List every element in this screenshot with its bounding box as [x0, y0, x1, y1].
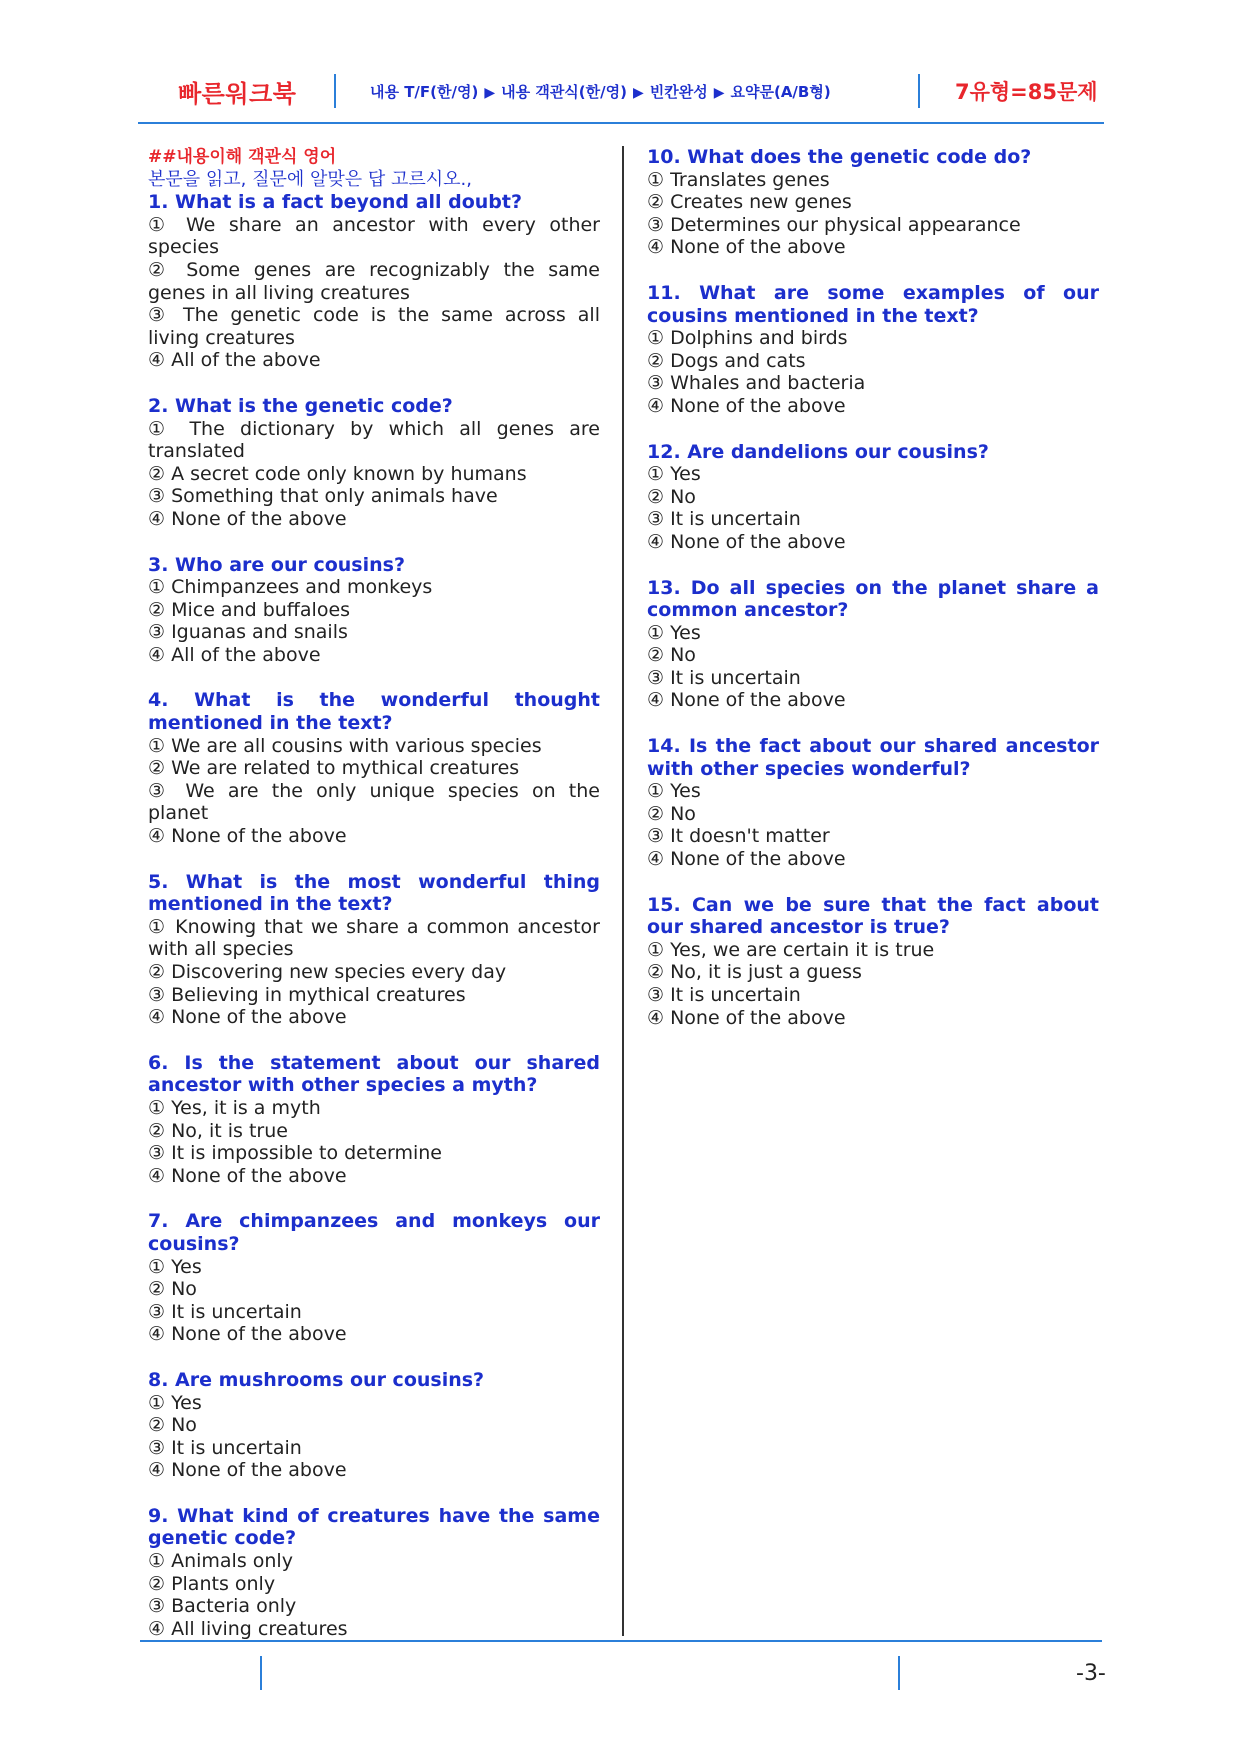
- answer-option: ③ Iguanas and snails: [148, 621, 348, 644]
- header-divider: [334, 74, 336, 108]
- answer-option: ② Some genes are recognizably the same genes in all living creatures: [148, 258, 600, 304]
- left-column: [148, 146, 600, 1640]
- answer-option: ③ Whales and bacteria: [647, 372, 866, 395]
- answer-option: ② Creates new genes: [647, 191, 852, 214]
- answer-option: ④ All living creatures: [148, 1617, 348, 1640]
- question-item: [647, 894, 1099, 1030]
- answer-option: ② No: [647, 802, 696, 825]
- footer-divider: [898, 1656, 900, 1690]
- answer-option: ④ All of the above: [148, 349, 321, 372]
- problem-count: 7유형=85문제: [955, 80, 1098, 104]
- answer-option: ② Plants only: [148, 1572, 276, 1595]
- question-title: 15. Can we be sure that the fact about our shared ancestor is true?: [647, 893, 1099, 939]
- answer-option: ① The dictionary by which all genes are translated: [148, 417, 600, 463]
- answer-option: ③ It is uncertain: [647, 666, 801, 689]
- answer-option: ③ It is uncertain: [148, 1300, 302, 1323]
- answer-option: ④ None of the above: [647, 1006, 846, 1029]
- answer-option: ③ We are the only unique species on the planet: [148, 779, 600, 825]
- answer-option: ① Translates genes: [647, 168, 830, 191]
- answer-option: ④ None of the above: [148, 1323, 347, 1346]
- question-title: 7. Are chimpanzees and monkeys our cousins?: [148, 1210, 600, 1255]
- answer-option: ③ It is uncertain: [647, 984, 801, 1006]
- column-divider: [622, 146, 624, 1636]
- answer-option: ② No, it is just a guess: [647, 961, 862, 984]
- answer-option: ③ Something that only animals have: [148, 485, 498, 508]
- answer-option: ③ It doesn't matter: [647, 825, 830, 848]
- answer-option: ① Yes, it is a myth: [148, 1096, 321, 1119]
- answer-option: ④ None of the above: [647, 394, 846, 417]
- answer-option: ③ Bacteria only: [148, 1595, 297, 1618]
- answer-option: ② No: [647, 485, 696, 508]
- question-item: [148, 1052, 600, 1188]
- question-title: 10. What does the genetic code do?: [647, 146, 1032, 168]
- answer-option: ① We are all cousins with various species: [148, 734, 542, 757]
- flow-step: 요약문(A/B형): [730, 83, 831, 101]
- question-item: [148, 689, 600, 847]
- question-item: [148, 1369, 600, 1482]
- answer-option: ④ None of the above: [647, 689, 846, 712]
- question-list: [647, 146, 1099, 1029]
- header-divider: [918, 74, 920, 108]
- answer-option: ④ None of the above: [148, 825, 347, 848]
- answer-option: ② We are related to mythical creatures: [148, 757, 520, 780]
- type-flow: [370, 81, 831, 102]
- question-item: [647, 577, 1099, 713]
- footer-divider: [260, 1656, 262, 1690]
- flow-step: 빈칸완성: [649, 83, 708, 101]
- answer-option: ① Animals only: [148, 1550, 293, 1573]
- right-column: [647, 146, 1099, 1029]
- answer-option: ④ All of the above: [148, 643, 321, 666]
- question-item: [148, 871, 600, 1029]
- question-item: [647, 735, 1099, 871]
- question-item: [148, 1505, 600, 1641]
- answer-option: ③ Determines our physical appearance: [647, 213, 1021, 236]
- answer-option: ④ None of the above: [647, 236, 846, 259]
- flow-step: 내용 객관식(한/영): [501, 83, 627, 101]
- answer-option: ① We share an ancestor with every other species: [148, 213, 600, 259]
- answer-option: ② No, it is true: [148, 1119, 288, 1142]
- answer-option: ③ The genetic code is the same across all living creatures: [148, 304, 600, 349]
- answer-option: ① Yes, we are certain it is true: [647, 938, 935, 961]
- page-number: -3-: [1076, 1661, 1106, 1686]
- answer-option: ④ None of the above: [647, 848, 846, 871]
- answer-option: ② Discovering new species every day: [148, 961, 507, 983]
- answer-option: ② No: [148, 1278, 197, 1301]
- answer-option: ① Chimpanzees and monkeys: [148, 576, 433, 599]
- section-instruction: 본문을 읽고, 질문에 알맞은 답 고르시오.,: [148, 168, 472, 190]
- question-item: [148, 191, 600, 372]
- arrow-icon: ▶: [713, 85, 725, 101]
- question-title: 5. What is the most wonderful thing mentioned in the text?: [148, 870, 600, 916]
- question-item: [647, 282, 1099, 418]
- arrow-icon: ▶: [484, 85, 496, 101]
- answer-option: ① Knowing that we share a common ancestor with all species: [148, 915, 600, 961]
- answer-option: ① Dolphins and birds: [647, 327, 848, 350]
- answer-option: ④ None of the above: [148, 1006, 347, 1029]
- flow-step: 내용 T/F(한/영): [370, 83, 479, 101]
- answer-option: ② No: [647, 644, 696, 667]
- answer-option: ② A secret code only known by humans: [148, 462, 527, 485]
- answer-option: ③ It is uncertain: [148, 1436, 302, 1459]
- question-title: 6. Is the statement about our shared ancestor with other species a myth?: [148, 1051, 600, 1097]
- question-item: [647, 146, 1099, 259]
- answer-option: ① Yes: [647, 463, 701, 486]
- answer-option: ④ None of the above: [148, 1164, 347, 1187]
- question-item: [647, 441, 1099, 554]
- question-item: [148, 395, 600, 531]
- question-title: 11. What are some examples of our cousins mentioned in the text?: [647, 281, 1099, 327]
- question-list: [148, 191, 600, 1640]
- header-rule: [138, 122, 1104, 124]
- question-title: 8. Are mushrooms our cousins?: [148, 1368, 485, 1391]
- brand-title: 빠른워크북: [178, 80, 297, 108]
- answer-option: ④ None of the above: [148, 1459, 347, 1482]
- answer-option: ③ It is impossible to determine: [148, 1142, 442, 1165]
- answer-option: ③ It is uncertain: [647, 508, 801, 531]
- question-title: 2. What is the genetic code?: [148, 394, 453, 417]
- answer-option: ② No: [148, 1414, 197, 1437]
- answer-option: ① Yes: [148, 1255, 202, 1278]
- answer-option: ② Dogs and cats: [647, 349, 806, 372]
- question-title: 14. Is the fact about our shared ancestor with other species wonderful?: [647, 735, 1099, 780]
- answer-option: ① Yes: [647, 780, 701, 803]
- question-title: 1. What is a fact beyond all doubt?: [148, 191, 522, 214]
- question-item: [148, 1210, 600, 1346]
- answer-option: ④ None of the above: [647, 530, 846, 553]
- question-item: [148, 554, 600, 667]
- answer-option: ② Mice and buffaloes: [148, 598, 351, 621]
- question-title: 13. Do all species on the planet share a common ancestor?: [647, 576, 1099, 622]
- answer-option: ③ Believing in mythical creatures: [148, 983, 466, 1006]
- question-title: 4. What is the wonderful thought mentioned in the text?: [148, 689, 600, 735]
- footer-rule: [140, 1640, 1102, 1642]
- answer-option: ④ None of the above: [148, 507, 347, 530]
- answer-option: ① Yes: [148, 1391, 202, 1414]
- question-title: 3. Who are our cousins?: [148, 553, 405, 576]
- question-title: 12. Are dandelions our cousins?: [647, 440, 989, 463]
- page-header: [0, 0, 1240, 130]
- section-title: ##내용이해 객관식 영어: [148, 147, 337, 167]
- arrow-icon: ▶: [632, 85, 644, 101]
- question-title: 9. What kind of creatures have the same genetic code?: [148, 1504, 600, 1550]
- answer-option: ① Yes: [647, 621, 701, 644]
